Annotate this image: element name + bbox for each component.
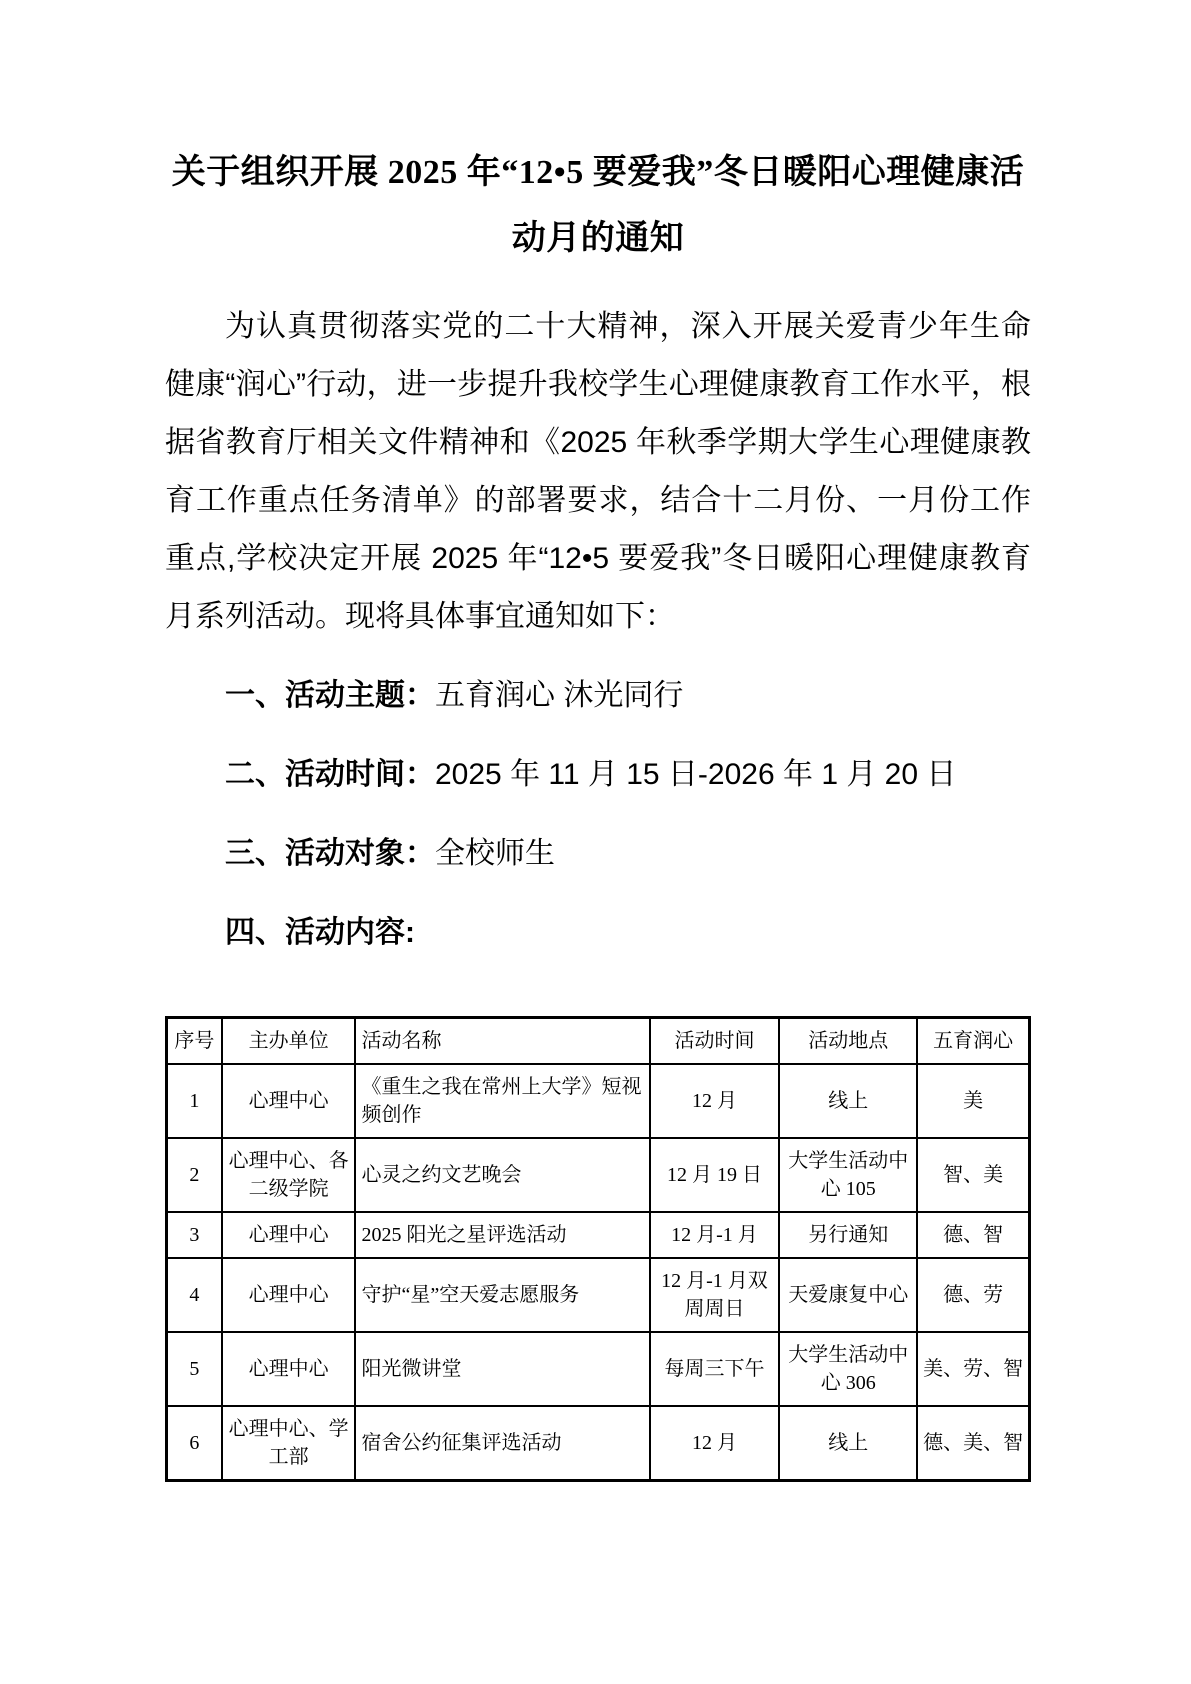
table-cell: 阳光微讲堂 [355,1332,649,1406]
table-cell: 2 [167,1138,222,1212]
table-row [167,1332,1030,1406]
table-cell: 德、美、智 [917,1406,1029,1481]
table-cell: 12 月-1 月双周周日 [650,1258,779,1332]
table-cell: 心理中心 [222,1212,356,1258]
table-cell: 美 [917,1064,1029,1138]
section-value: 五育润心 沐光同行 [435,679,684,712]
section-label: 二、活动时间： [225,758,435,791]
table-cell: 心理中心、各二级学院 [222,1138,356,1212]
table-cell: 12 月-1 月 [650,1212,779,1258]
table-cell: 《重生之我在常州上大学》短视频创作 [355,1064,649,1138]
section-label: 四、活动内容: [225,916,415,949]
section-label: 三、活动对象： [225,837,435,870]
table-cell: 12 月 [650,1406,779,1481]
table-cell: 3 [167,1212,222,1258]
table-row [167,1406,1030,1481]
table-cell: 2025 阳光之星评选活动 [355,1212,649,1258]
intro-paragraph: 为认真贯彻落实党的二十大精神，深入开展关爱青少年生命健康“润心”行动，进一步提升我校学生心理健康教育工作水平，根据省教育厅相关文件精神和《2025 年秋季学期大学生心理健康教育工作重点任务清单》的部署要求，结合十二月份、一月份工作重点,学校决定开展 2025 年“12•5 要爱我”冬日暖阳心理健康教育月系列活动。现将具体事宜通知如下： [165,310,1031,633]
section-activity-time [165,746,1031,804]
page-title: 关于组织开展 2025 年“12•5 要爱我”冬日暖阳心理健康活动月的通知 [171,154,1025,257]
table-header-cell: 五育润心 [917,1018,1029,1065]
table-header-cell: 活动时间 [650,1018,779,1065]
table-cell: 另行通知 [779,1212,917,1258]
table-cell: 宿舍公约征集评选活动 [355,1406,649,1481]
section-activity-content [165,904,1031,962]
table-cell: 心理中心 [222,1332,356,1406]
section-activity-theme [165,667,1031,725]
table-cell: 美、劳、智 [917,1332,1029,1406]
table-cell: 线上 [779,1064,917,1138]
table-cell: 心理中心 [222,1258,356,1332]
table-cell: 守护“星”空天爱志愿服务 [355,1258,649,1332]
section-activity-target [165,825,1031,883]
table-header-row [167,1018,1030,1065]
table-cell: 12 月 [650,1064,779,1138]
table-cell: 心理中心 [222,1064,356,1138]
table-row [167,1064,1030,1138]
table-cell: 12 月 19 日 [650,1138,779,1212]
table-cell: 德、智 [917,1212,1029,1258]
table-row [167,1138,1030,1212]
activity-schedule-table [165,1016,1031,1482]
table-cell: 1 [167,1064,222,1138]
table-cell: 天爱康复中心 [779,1258,917,1332]
table-cell: 大学生活动中心 105 [779,1138,917,1212]
table-cell: 大学生活动中心 306 [779,1332,917,1406]
table-header-cell: 序号 [167,1018,222,1065]
table-row [167,1212,1030,1258]
section-label: 一、活动主题： [225,679,435,712]
table-header-cell: 活动名称 [355,1018,649,1065]
table-cell: 心灵之约文艺晚会 [355,1138,649,1212]
table-cell: 5 [167,1332,222,1406]
table-cell: 线上 [779,1406,917,1481]
table-header-cell: 主办单位 [222,1018,356,1065]
table-cell: 智、美 [917,1138,1029,1212]
table-cell: 6 [167,1406,222,1481]
table-cell: 德、劳 [917,1258,1029,1332]
table-row [167,1258,1030,1332]
table-cell: 4 [167,1258,222,1332]
table-cell: 每周三下午 [650,1332,779,1406]
table-cell: 心理中心、学工部 [222,1406,356,1481]
table-header-cell: 活动地点 [779,1018,917,1065]
section-value: 2025 年 11 月 15 日-2026 年 1 月 20 日 [435,758,957,791]
section-value: 全校师生 [435,837,555,870]
